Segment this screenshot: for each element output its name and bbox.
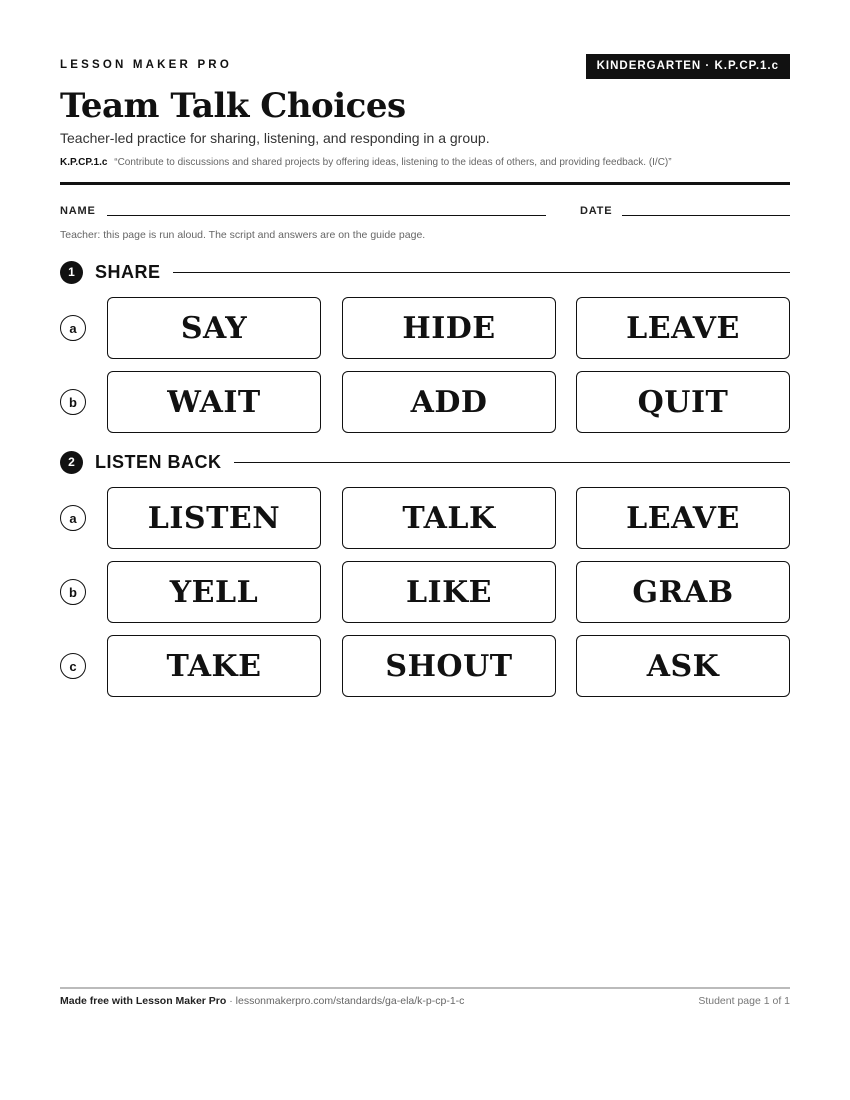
standard-code: K.P.CP.1.c [60, 157, 108, 168]
choice-card[interactable]: TAKE [107, 635, 321, 697]
section-1-heading [60, 260, 790, 284]
section-number: 1 [60, 261, 83, 284]
footer-url[interactable]: lessonmakerpro.com/standards/ga-ela/k-p-cp-1-c [235, 995, 465, 1007]
header-divider [60, 182, 790, 185]
name-line[interactable] [107, 215, 546, 216]
choice-card[interactable]: SHOUT [342, 635, 556, 697]
footer-credit [60, 995, 464, 1007]
brand-label: LESSON MAKER PRO [60, 59, 232, 71]
choice-row [60, 635, 790, 697]
section-rule [173, 272, 790, 273]
footer-page-label: Student page 1 of 1 [698, 995, 790, 1007]
footer-made-with: Made free with Lesson Maker Pro [60, 995, 227, 1007]
section-label: LISTEN BACK [95, 451, 222, 472]
choice-card[interactable]: LIKE [342, 561, 556, 623]
section-label: SHARE [95, 261, 161, 282]
section-number: 2 [60, 451, 83, 474]
row-letter: a [60, 315, 86, 341]
row-letter: b [60, 579, 86, 605]
teacher-note: Teacher: this page is run aloud. The script and answers are on the guide page. [60, 229, 426, 241]
choice-card[interactable]: QUIT [576, 371, 790, 433]
grade-standard-badge: KINDERGARTEN · K.P.CP.1.c [586, 54, 790, 79]
choice-card[interactable]: TALK [342, 487, 556, 549]
date-line[interactable] [622, 215, 790, 216]
choice-card[interactable]: YELL [107, 561, 321, 623]
page-subtitle: Teacher-led practice for sharing, listening, and responding in a group. [60, 130, 490, 146]
choice-row [60, 487, 790, 549]
choice-card[interactable]: ASK [576, 635, 790, 697]
page-title: Team Talk Choices [60, 86, 406, 126]
choice-row [60, 561, 790, 623]
section-rule [234, 462, 791, 463]
date-label: DATE [580, 205, 613, 217]
choice-row [60, 297, 790, 359]
section-2-heading [60, 450, 790, 474]
row-letter: b [60, 389, 86, 415]
footer-separator: · [226, 995, 236, 1007]
row-letter: c [60, 653, 86, 679]
choice-card[interactable]: WAIT [107, 371, 321, 433]
choice-card[interactable]: LISTEN [107, 487, 321, 549]
choice-card[interactable]: HIDE [342, 297, 556, 359]
standard-description [60, 157, 672, 168]
choice-card[interactable]: ADD [342, 371, 556, 433]
name-label: NAME [60, 205, 96, 217]
standard-text: “Contribute to discussions and shared projects by offering ideas, listening to the ideas of others, and providing feedback. (I/C)” [114, 157, 672, 168]
choice-card[interactable]: LEAVE [576, 487, 790, 549]
choice-card[interactable]: LEAVE [576, 297, 790, 359]
choice-card[interactable]: SAY [107, 297, 321, 359]
choice-card[interactable]: GRAB [576, 561, 790, 623]
row-letter: a [60, 505, 86, 531]
choice-row [60, 371, 790, 433]
footer-divider [60, 987, 790, 989]
